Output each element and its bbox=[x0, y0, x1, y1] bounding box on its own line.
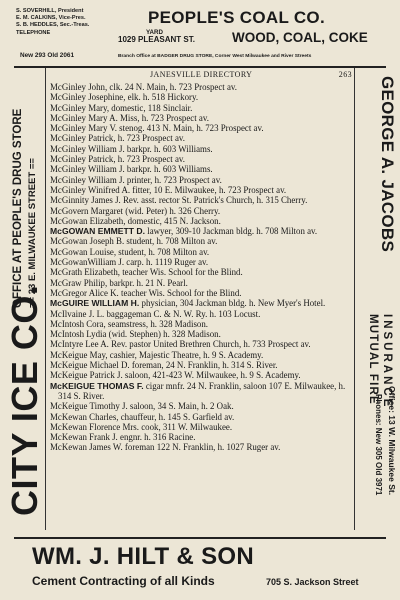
entry-text: McKeigue Patrick J. saloon, 421-423 W. Milwaukee, h. 9 S. Academy. bbox=[50, 370, 301, 381]
insurance-line-1: MUTUAL FIRE bbox=[367, 314, 379, 405]
directory-entry bbox=[50, 133, 350, 143]
directory-entry bbox=[50, 401, 350, 411]
directory-entry bbox=[50, 103, 350, 113]
contractor-slogan: Cement Contracting of all Kinds bbox=[32, 574, 215, 588]
officer-line: S. SOVERHILL, President bbox=[16, 8, 84, 14]
entry-text: McIntyre Lee A. Rev. pastor United Brethren Church, h. 733 Prospect av. bbox=[50, 339, 311, 350]
directory-entry bbox=[50, 247, 350, 257]
entry-text: McGraw Philip, barkpr. h. 21 N. Pearl. bbox=[50, 277, 188, 288]
entry-text: McGowan Louise, student, h. 708 Milton av. bbox=[50, 246, 210, 257]
entry-text: McGinley William J. barkpr. h. 603 Williams. bbox=[50, 164, 213, 175]
directory-entry bbox=[50, 309, 350, 319]
coal-phones: New 293 Old 2061 bbox=[20, 52, 74, 59]
entry-text: McIlvaine J. L. baggageman C. & N. W. Ry. h. 103 Locust. bbox=[50, 308, 261, 319]
coal-company-ad bbox=[14, 6, 386, 68]
directory-entry bbox=[50, 82, 350, 92]
entry-name-bold: McGOWAN EMMETT D. bbox=[50, 226, 146, 237]
entry-text: McIntosh Cora, seamstress, h. 328 Madison. bbox=[50, 318, 209, 329]
directory-title: JANESVILLE DIRECTORY bbox=[150, 70, 253, 79]
directory-entry bbox=[50, 257, 350, 267]
insurance-office: Office: 13 W. Milwaukee St. bbox=[387, 386, 397, 496]
directory-entry bbox=[50, 381, 350, 402]
directory-entry bbox=[50, 339, 350, 349]
directory-entry bbox=[50, 164, 350, 174]
contractor-ad bbox=[14, 537, 386, 595]
entry-text: McGregor Alice K. teacher Wis. School for the Blind. bbox=[50, 287, 242, 298]
directory-entry bbox=[50, 370, 350, 380]
entry-text: McGinley Patrick, h. 723 Prospect av. bbox=[50, 133, 185, 144]
entry-text: McKewan Charles, chauffeur, h. 145 S. Garfield av. bbox=[50, 411, 235, 422]
entry-text: McGinnity James J. Rev. asst. rector St. Patrick's Church, h. 315 Cherry. bbox=[50, 195, 308, 206]
contractor-firm-name: WM. J. HILT & SON bbox=[32, 543, 254, 570]
entry-text: lawyer, 309-10 Jackman bldg. h. 708 Milton av. bbox=[145, 226, 318, 237]
insurance-ad bbox=[354, 68, 400, 530]
officer-line: S. B. HEDDLES, Sec.-Treas. bbox=[16, 22, 90, 29]
entry-text: McGinley William J. printer, h. 723 Prospect av. bbox=[50, 174, 222, 185]
telephone-label: TELEPHONE bbox=[16, 29, 51, 36]
running-header bbox=[50, 70, 352, 82]
coal-company-name: PEOPLE'S COAL CO. bbox=[148, 8, 325, 27]
entry-text: McGinley Mary V. stenog. 413 N. Main, h. 723 Prospect av. bbox=[50, 123, 264, 134]
entry-text: McGinley Josephine, elk. h. 518 Hickory. bbox=[50, 92, 199, 103]
directory-entry bbox=[50, 288, 350, 298]
page-number: 263 bbox=[338, 70, 352, 79]
directory-entry bbox=[50, 267, 350, 277]
ice-address: == 23 E. MILWAUKEE STREET == bbox=[27, 158, 38, 308]
entry-text: McKeigue Michael D. foreman, 24 N. Franklin, h. 314 S. River. bbox=[50, 360, 278, 371]
directory-entry bbox=[50, 298, 350, 308]
entry-text: McKeigue Timothy J. saloon, 34 S. Main, h. 2 Oak. bbox=[50, 401, 234, 412]
entry-text: McGinley Patrick, h. 723 Prospect av. bbox=[50, 154, 185, 165]
ice-office: OFFICE AT PEOPLE'S DRUG STORE bbox=[12, 108, 24, 308]
directory-entry bbox=[50, 412, 350, 422]
entry-text: McGinley William J. barkpr. h. 603 Williams. bbox=[50, 143, 213, 154]
directory-entry bbox=[50, 154, 350, 164]
directory-entry bbox=[50, 350, 350, 360]
directory-entry bbox=[50, 206, 350, 216]
entry-text: McGowan Elizabeth, domestic, 415 N. Jackson. bbox=[50, 215, 221, 226]
entry-text: McGrath Elizabeth, teacher Wis. School for the Blind. bbox=[50, 267, 243, 278]
coal-products: WOOD, COAL, COKE bbox=[232, 30, 368, 45]
directory-listings bbox=[50, 82, 350, 532]
directory-entry bbox=[50, 236, 350, 246]
insurance-line-2: INSURANCE bbox=[381, 314, 393, 410]
directory-entry bbox=[50, 185, 350, 195]
yard-address: 1029 PLEASANT ST. bbox=[118, 35, 195, 44]
directory-entry bbox=[50, 432, 350, 442]
directory-entry bbox=[50, 195, 350, 205]
directory-entry bbox=[50, 144, 350, 154]
entry-text: McKewan Frank J. engnr. h. 316 Racine. bbox=[50, 432, 196, 443]
entry-text: McGowan Joseph B. student, h. 708 Milton av. bbox=[50, 236, 218, 247]
entry-text: McGovern Margaret (wid. Peter) h. 326 Cherry. bbox=[50, 205, 221, 216]
entry-text: McIntosh Lydia (wid. Stephen) h. 328 Madison. bbox=[50, 329, 221, 340]
ice-company-name: CITY ICE CO. bbox=[4, 284, 45, 516]
directory-entry bbox=[50, 422, 350, 432]
ice-company-ad bbox=[0, 68, 46, 530]
directory-entry bbox=[50, 360, 350, 370]
contractor-address: 705 S. Jackson Street bbox=[266, 577, 359, 587]
entry-text: McGowanWilliam J. carp. h. 1119 Ruger av. bbox=[50, 257, 209, 268]
entry-text: McKewan James W. foreman 122 N. Franklin, h. 1027 Ruger av. bbox=[50, 442, 281, 453]
directory-entry bbox=[50, 226, 350, 236]
officer-line: E. M. CALKINS, Vice-Pres. bbox=[16, 15, 86, 22]
entry-text: McKeigue May, cashier, Majestic Theatre, h. 9 S. Academy. bbox=[50, 349, 264, 360]
yard-label: YARD bbox=[146, 29, 163, 36]
directory-entry bbox=[50, 113, 350, 123]
entry-text: McGinley Mary, domestic, 118 Sinclair. bbox=[50, 102, 193, 113]
officers-list bbox=[16, 8, 116, 37]
insurance-phones: Phones: New 305 Old 3971 bbox=[374, 394, 383, 496]
entry-text: McGinley Mary A. Miss, h. 723 Prospect av. bbox=[50, 112, 209, 123]
directory-entry bbox=[50, 92, 350, 102]
branch-office: Branch Office at BADGER DRUG STORE, Corner West Milwaukee and River Streets bbox=[118, 54, 312, 59]
entry-text: McGinley Winifred A. fitter, 10 E. Milwaukee, h. 723 Prospect av. bbox=[50, 184, 287, 195]
entry-text: physician, 304 Jackman bldg. h. New Myer's Hotel. bbox=[139, 298, 326, 309]
entry-name-bold: McKEIGUE THOMAS F. bbox=[50, 380, 144, 391]
directory-entry bbox=[50, 123, 350, 133]
directory-entry bbox=[50, 329, 350, 339]
entry-name-bold: McGUIRE WILLIAM H. bbox=[50, 298, 140, 309]
entry-text: McKewan Florence Mrs. cook, 311 W. Milwaukee. bbox=[50, 421, 233, 432]
directory-entry bbox=[50, 278, 350, 288]
directory-entry bbox=[50, 175, 350, 185]
directory-entry bbox=[50, 442, 350, 452]
insurance-agent-name: GEORGE A. JACOBS bbox=[378, 76, 397, 253]
directory-entry bbox=[50, 216, 350, 226]
entry-text: cigar mnfr. 24 N. Franklin, saloon 107 E. Milwaukee, h. 314 S. River. bbox=[58, 380, 346, 401]
directory-entry bbox=[50, 319, 350, 329]
entry-text: McGinley John, clk. 24 N. Main, h. 723 Prospect av. bbox=[50, 82, 238, 92]
